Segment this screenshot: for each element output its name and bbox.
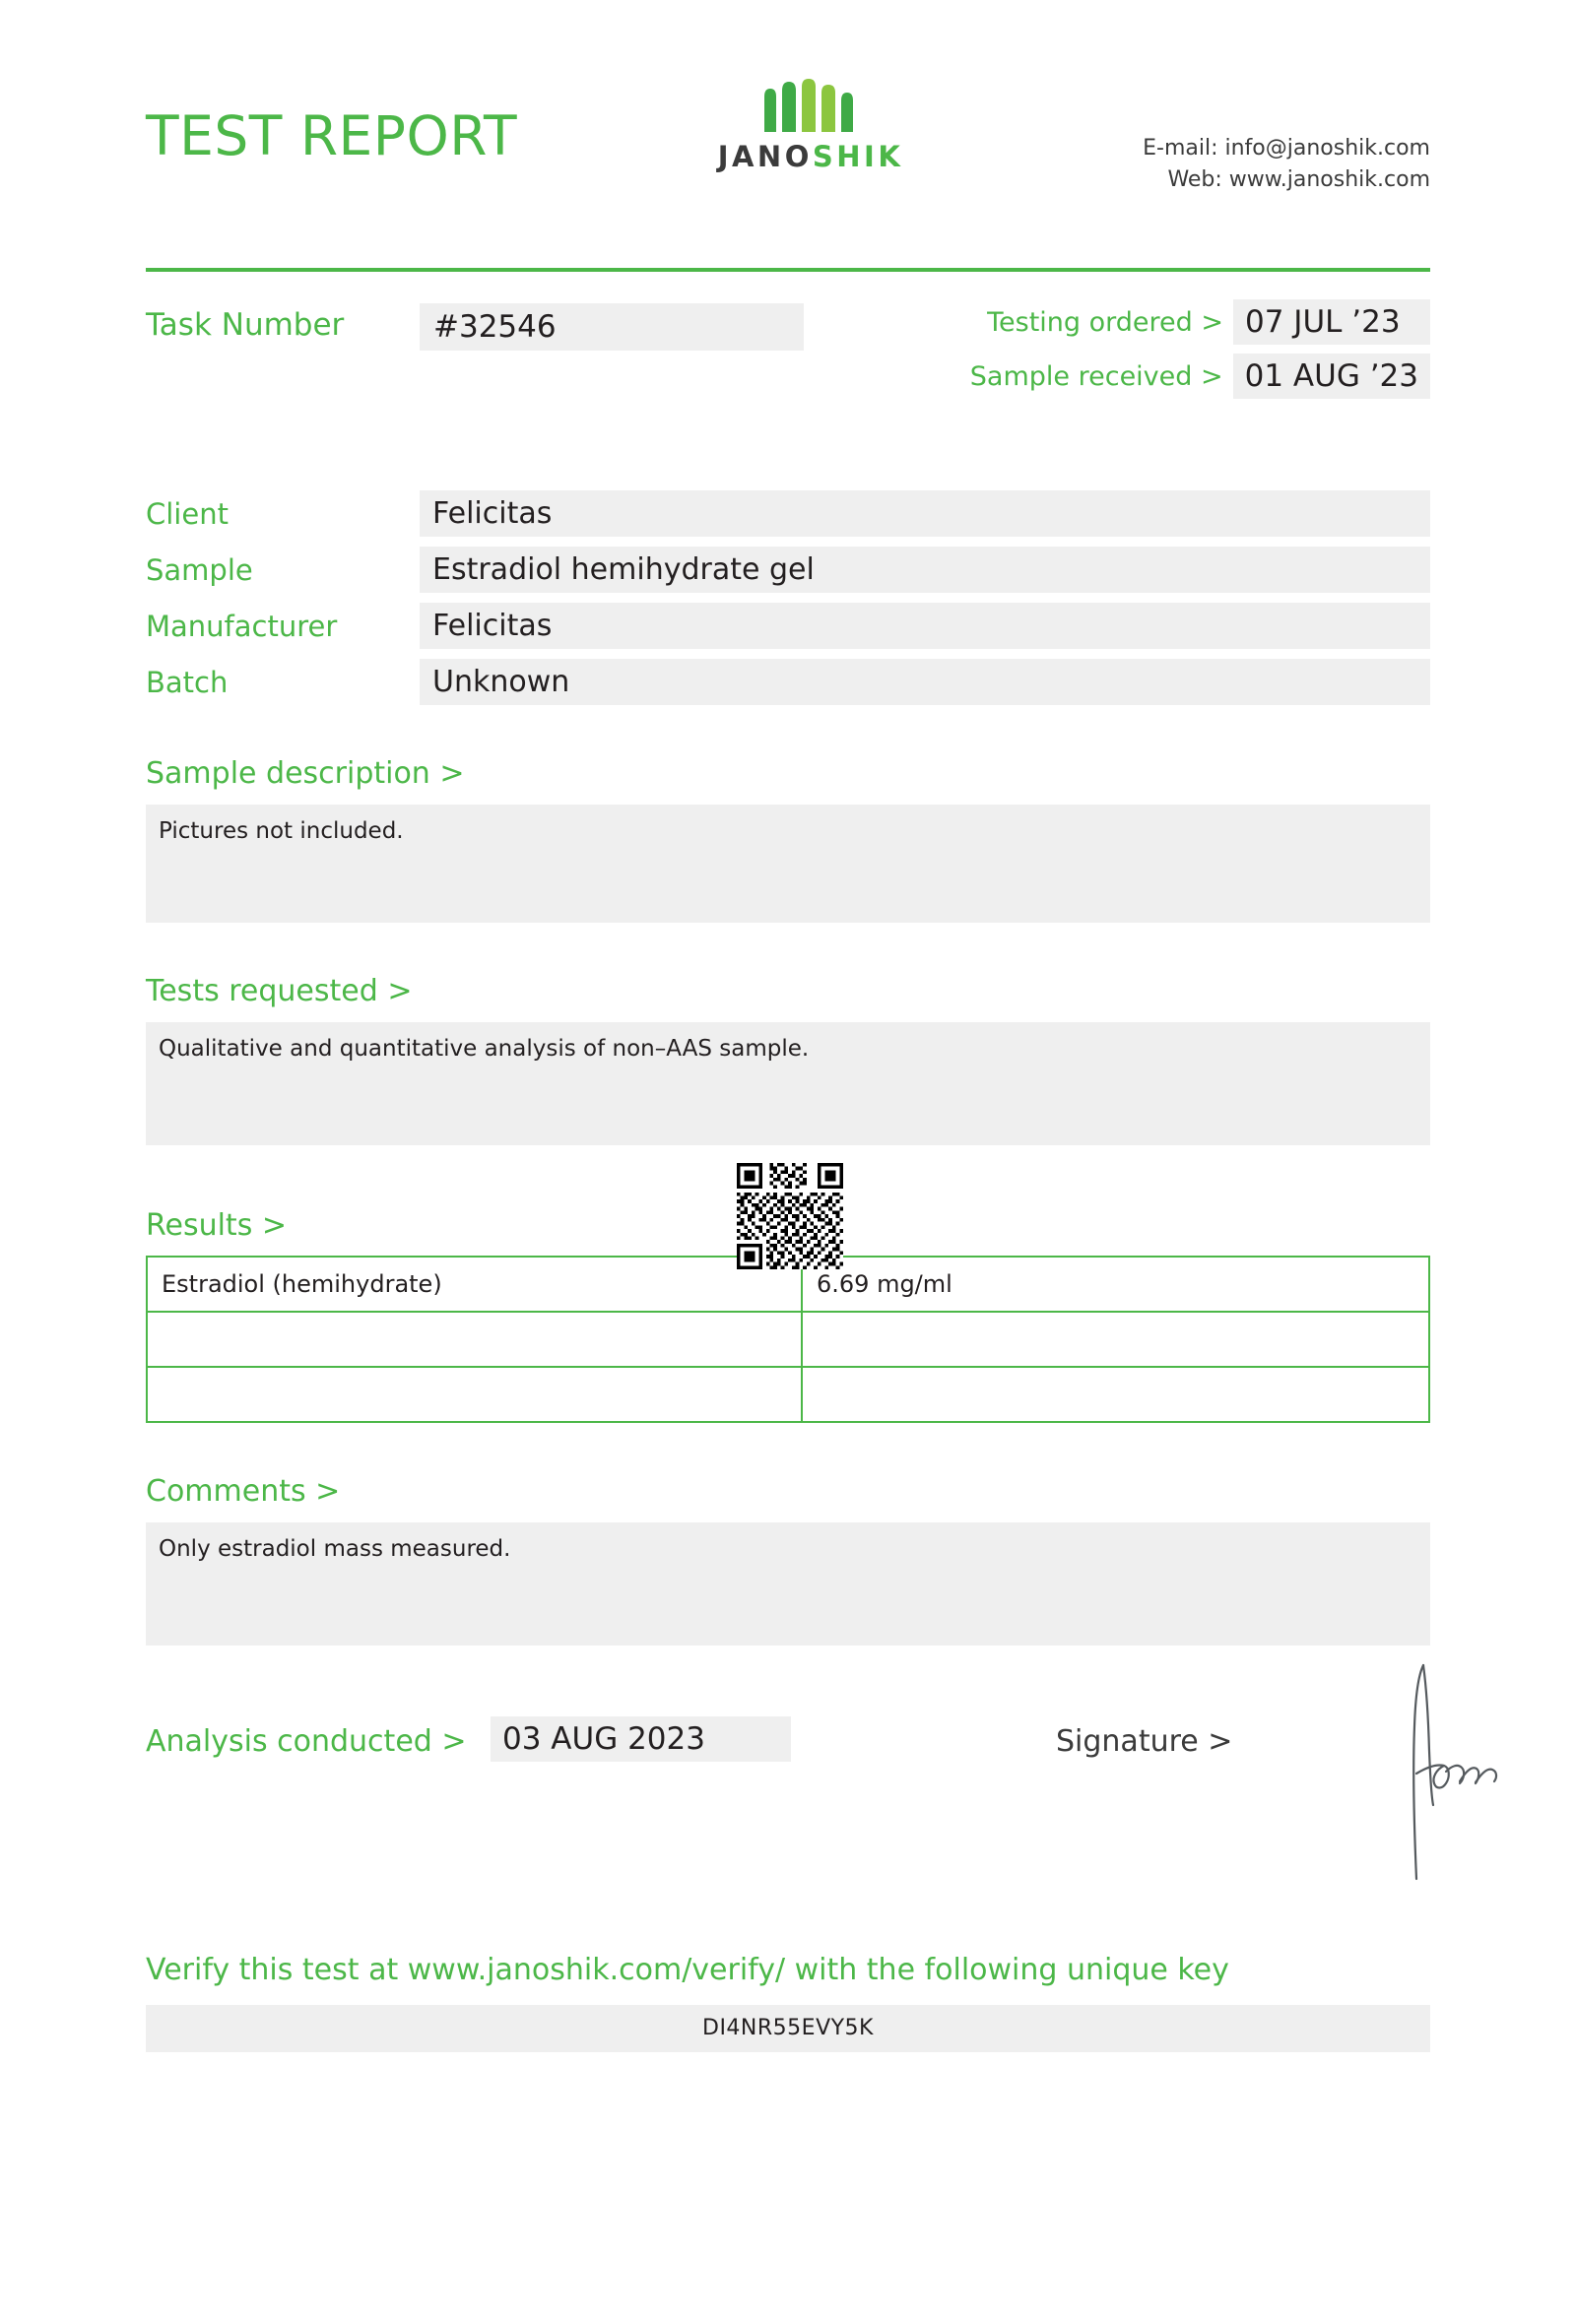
result-name-1: Estradiol (hemihydrate) (147, 1257, 802, 1312)
signature-label: Signature > (1056, 1724, 1233, 1759)
result-value-2 (802, 1312, 1429, 1367)
logo-word-green: SHIK (812, 140, 904, 173)
sample-label: Sample (146, 552, 253, 587)
comments-text: Only estradiol mass measured. (159, 1536, 511, 1562)
janoshik-logo (697, 77, 924, 173)
sample-description-title: Sample description > (146, 756, 465, 791)
tests-requested-box (146, 1022, 1430, 1145)
task-number-label: Task Number (146, 307, 345, 343)
logo-wordmark (697, 140, 924, 173)
dates-block (879, 299, 1430, 408)
field-row-client (146, 490, 1430, 537)
tests-requested-title: Tests requested > (146, 974, 413, 1008)
testing-ordered-row (879, 299, 1430, 345)
logo-word-dark: JANO (717, 140, 813, 173)
page-title: TEST REPORT (146, 104, 518, 167)
sample-value: Estradiol hemihydrate gel (420, 547, 1430, 593)
task-row (146, 303, 1430, 421)
report-header (146, 0, 1430, 207)
tests-requested-text: Qualitative and quantitative analysis of non–AAS sample. (159, 1036, 810, 1062)
logo-mark-icon (697, 77, 924, 134)
sample-received-value: 01 AUG ’23 (1233, 354, 1430, 399)
testing-ordered-value: 07 JUL ’23 (1233, 299, 1430, 345)
sample-description-box (146, 805, 1430, 923)
page-content (146, 0, 1430, 207)
sample-received-label: Sample received > (969, 360, 1223, 392)
results-table (146, 1256, 1430, 1423)
comments-title: Comments > (146, 1474, 341, 1509)
batch-label: Batch (146, 665, 229, 699)
field-row-sample (146, 547, 1430, 593)
manufacturer-value: Felicitas (420, 603, 1430, 649)
results-header (146, 1189, 1430, 1250)
result-value-3 (802, 1367, 1429, 1422)
client-label: Client (146, 496, 229, 531)
qr-code-icon (737, 1163, 843, 1269)
signature-image (1377, 1657, 1515, 1884)
field-row-manufacturer (146, 603, 1430, 649)
contact-email: E-mail: info@janoshik.com (1143, 136, 1430, 161)
result-name-3 (147, 1367, 802, 1422)
result-name-2 (147, 1312, 802, 1367)
contact-web: Web: www.janoshik.com (1167, 166, 1430, 192)
field-row-batch (146, 659, 1430, 705)
analysis-conducted-value: 03 AUG 2023 (491, 1716, 791, 1762)
client-value: Felicitas (420, 490, 1430, 537)
verify-text: Verify this test at www.janoshik.com/verify/ with the following unique key (146, 1953, 1229, 1987)
analysis-row (146, 1716, 1430, 1913)
comments-box (146, 1522, 1430, 1646)
task-number-value: #32546 (420, 303, 804, 351)
unique-key-box: DI4NR55EVY5K (146, 2005, 1430, 2052)
manufacturer-label: Manufacturer (146, 609, 338, 643)
contact-block (1143, 133, 1430, 196)
body-content (146, 268, 1430, 2052)
result-value-1: 6.69 mg/ml (802, 1257, 1429, 1312)
sample-received-row (879, 354, 1430, 399)
info-fields (146, 490, 1430, 705)
table-row (147, 1312, 1429, 1367)
sample-description-text: Pictures not included. (159, 818, 404, 844)
batch-value: Unknown (420, 659, 1430, 705)
table-row (147, 1367, 1429, 1422)
analysis-conducted-label: Analysis conducted > (146, 1724, 467, 1759)
results-title: Results > (146, 1208, 287, 1243)
testing-ordered-label: Testing ordered > (987, 306, 1223, 338)
